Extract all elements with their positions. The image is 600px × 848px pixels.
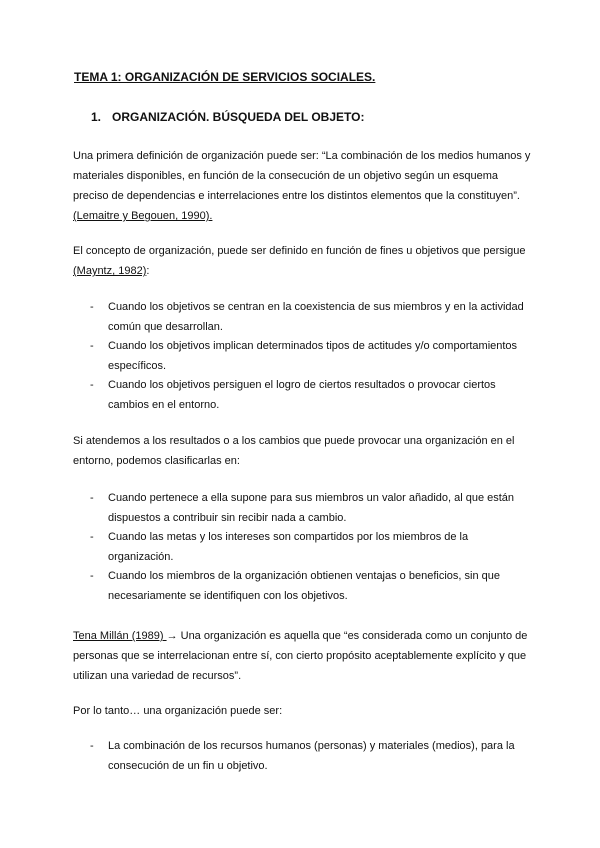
list-item bbox=[90, 528, 530, 567]
citation-mayntz: (Mayntz, 1982) bbox=[73, 265, 147, 277]
paragraph-tena-text: → Una organización es aquella que “es considerada como un conjunto de personas que se interrelacionan entre sí, con cierto propósito aceptablemente explícito y que utilizan una variedad de recursos”. bbox=[73, 630, 528, 682]
list-item bbox=[90, 337, 530, 376]
paragraph-definition bbox=[73, 146, 533, 226]
list-item-text: Cuando los objetivos persiguen el logro de ciertos resultados o provocar ciertos cambios en el entorno. bbox=[108, 379, 496, 411]
section-number: 1. bbox=[91, 110, 102, 124]
list-dash: - bbox=[90, 531, 94, 543]
list-item bbox=[90, 489, 530, 528]
list-dash: - bbox=[90, 379, 94, 391]
paragraph-definition-text: Una primera definición de organización puede ser: “La combinación de los medios humanos y materiales disponibles, en función de la consecución de un objetivo según un esquema preciso de dependencias e interrelaciones entre los distintos elementos que la constituyen”. bbox=[73, 150, 531, 202]
list-item-text: Cuando pertenece a ella supone para sus miembros un valor añadido, al que están dispuestos a contribuir sin recibir nada a cambio. bbox=[108, 492, 515, 524]
list-dash: - bbox=[90, 570, 94, 582]
paragraph-tena bbox=[73, 626, 533, 686]
list-item bbox=[90, 567, 530, 606]
list-item-text: La combinación de los recursos humanos (personas) y materiales (medios), para la consecución de un fin u objetivo. bbox=[108, 740, 515, 772]
paragraph-results: Si atendemos a los resultados o a los cambios que puede provocar una organización en el entorno, podemos clasificarlas en: bbox=[73, 435, 515, 467]
objectives-list bbox=[90, 298, 530, 415]
list-item bbox=[90, 376, 530, 415]
classification-list bbox=[90, 489, 530, 606]
paragraph-concept bbox=[73, 241, 533, 281]
list-dash: - bbox=[90, 301, 94, 313]
section-heading-text: ORGANIZACIÓN. BÚSQUEDA DEL OBJETO: bbox=[112, 110, 365, 124]
document-title: TEMA 1: ORGANIZACIÓN DE SERVICIOS SOCIALES. bbox=[74, 70, 376, 84]
list-dash: - bbox=[90, 492, 94, 504]
paragraph-concept-text: El concepto de organización, puede ser definido en función de fines u objetivos que persigue bbox=[73, 245, 526, 257]
citation-tena: Tena Millán (1989) bbox=[73, 630, 167, 642]
paragraph-concept-colon: : bbox=[146, 265, 150, 277]
section-heading bbox=[91, 110, 364, 124]
list-item-text: Cuando los objetivos implican determinados tipos de actitudes y/o comportamientos específicos. bbox=[108, 340, 518, 372]
list-dash: - bbox=[90, 340, 94, 352]
list-item bbox=[90, 298, 530, 337]
list-dash: - bbox=[90, 740, 94, 752]
list-item-text: Cuando los miembros de la organización obtienen ventajas o beneficios, sin que necesariamente se identifiquen con los objetivos. bbox=[108, 570, 500, 602]
list-item-text: Cuando las metas y los intereses son compartidos por los miembros de la organización. bbox=[108, 531, 469, 563]
citation-lemaitre: (Lemaitre y Begouen, 1990). bbox=[73, 210, 213, 222]
paragraph-conclusion: Por lo tanto… una organización puede ser: bbox=[73, 705, 283, 717]
list-item bbox=[90, 737, 530, 776]
list-item-text: Cuando los objetivos se centran en la coexistencia de sus miembros y en la actividad común que desarrollan. bbox=[108, 301, 524, 333]
conclusion-list bbox=[90, 737, 530, 776]
